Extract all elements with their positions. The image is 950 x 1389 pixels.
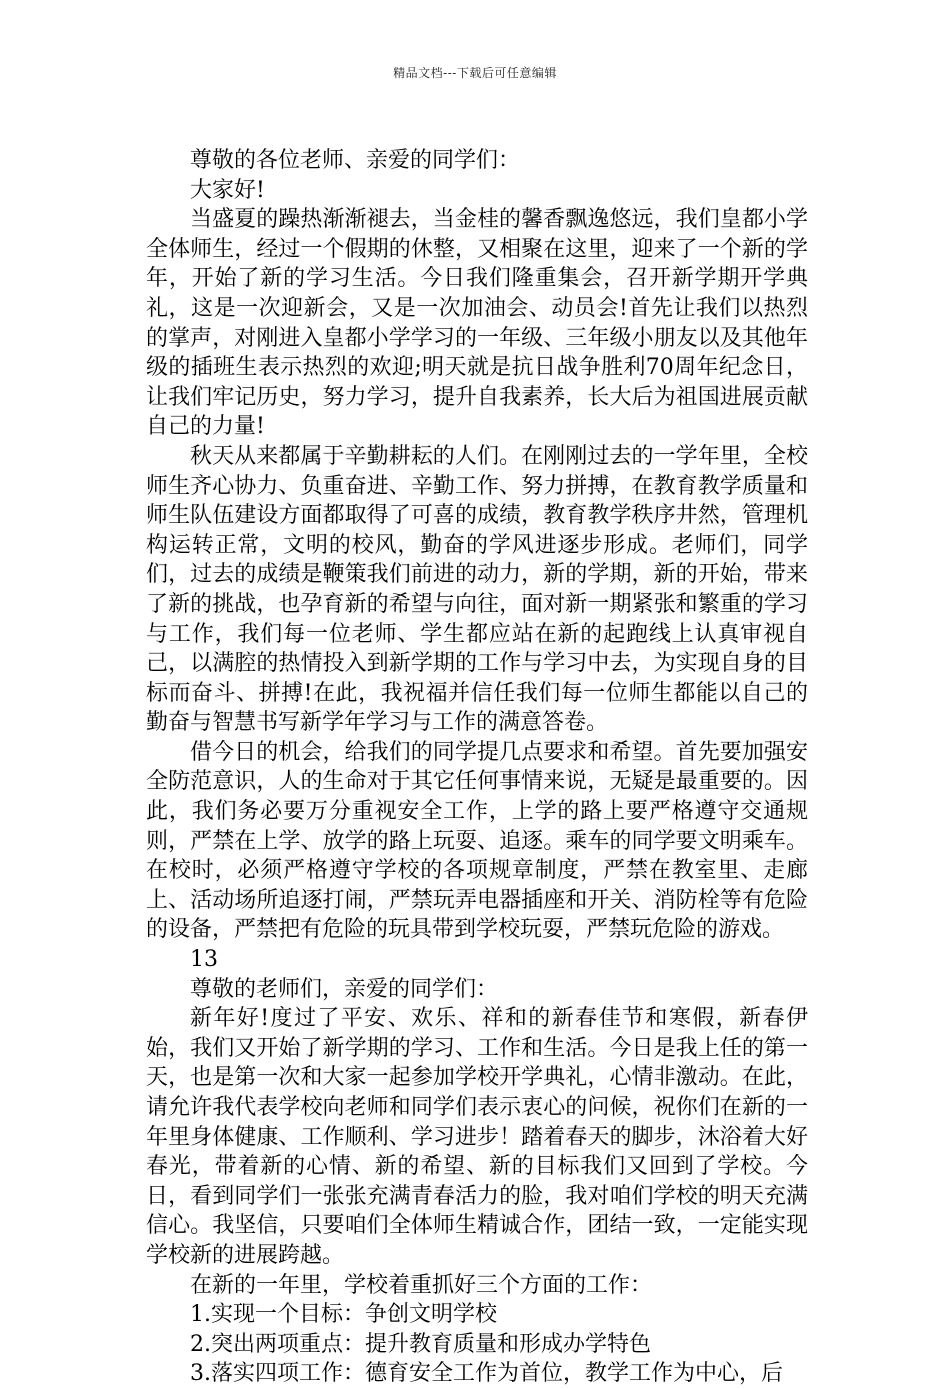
page-header: 精品文档---下载后可任意编辑: [393, 66, 557, 80]
salutation-2: 尊敬的老师们，亲爱的同学们：: [190, 976, 499, 1002]
salutation-1: 尊敬的各位老师、亲爱的同学们：: [190, 148, 521, 173]
paragraph-autumn: 秋天从来都属于辛勤耕耘的人们。在刚刚过去的一学年里，全校师生齐心协力、负重奋进、辛勤工作、努力拼搏，在教育教学质量和师生队伍建设方面都取得了可喜的成绩，教育教学秩序井然，管理机构运转正常，文明的校风，勤奋的学风进逐步形成。老师们，同学们，过去的成绩是鞭策我们前进的动力，新的学期，新的开始，带来了新的挑战，也孕育新的希望与向往，面对新一期紧张和繁重的学习与工作，我们每一位老师、学生都应站在新的起跑线上认真审视自己，以满腔的热情投入到新学期的工作与学习中去，为实现自身的目标而奋斗、拼搏!在此，我祝福并信任我们每一位师生都能以自己的勤奋与智慧书写新学年学习与工作的满意答卷。: [146, 443, 808, 736]
document-body: [146, 146, 808, 1389]
paragraph-opening: 当盛夏的躁热渐渐褪去，当金桂的馨香飘逸悠远，我们皇都小学全体师生，经过一个假期的休整，又相聚在这里，迎来了一个新的学年，开始了新的学习生活。今日我们隆重集会，召开新学期开学典礼，这是一次迎新会，又是一次加油会、动员会!首先让我们以热烈的掌声，对刚进入皇都小学学习的一年级、三年级小朋友以及其他年级的插班生表示热烈的欢迎;明天就是抗日战争胜利70周年纪念日，让我们牢记历史，努力学习，提升自我素养，长大后为祖国进展贡献自己的力量!: [146, 207, 808, 440]
paragraph-safety: 借今日的机会，给我们的同学提几点要求和希望。首先要加强安全防范意识，人的生命对于其它任何事情来说，无疑是最重要的。因此，我们务必要万分重视安全工作，上学的路上要严格遵守交通规则，严禁在上学、放学的路上玩耍、追逐。乘车的同学要文明乘车。在校时，必须严格遵守学校的各项规章制度，严禁在教室里、走廊上、活动场所追逐打闹，严禁玩弄电器插座和开关、消防栓等有危险的设备，严禁把有危险的玩具带到学校玩耍，严禁玩危险的游戏。: [146, 739, 808, 943]
list-item-2: 2.突出两项重点：提升教育质量和形成办学特色: [190, 1331, 651, 1357]
greeting-1: 大家好!: [190, 177, 265, 203]
list-item-1: 1.实现一个目标：争创文明学校: [190, 1302, 497, 1328]
list-item-3: 3.落实四项工作：德育安全工作为首位，教学工作为中心，后: [190, 1361, 783, 1387]
section-number: 13: [190, 947, 218, 973]
paragraph-three-aspects: 在新的一年里，学校着重抓好三个方面的工作：: [190, 1272, 653, 1298]
paragraph-new-year: 新年好!度过了平安、欢乐、祥和的新春佳节和寒假，新春伊始，我们又开始了新学期的学习、工作和生活。今日是我上任的第一天，也是第一次和大家一起参加学校开学典礼，心情非激动。在此，请允许我代表学校向老师和同学们表示衷心的问候，祝你们在新的一年里身体健康、工作顺利、学习进步！踏着春天的脚步，沐浴着大好春光，带着新的心情、新的希望、新的目标我们又回到了学校。今日，看到同学们一张张充满青春活力的脸，我对咱们学校的明天充满信心。我坚信，只要咱们全体师生精诚合作，团结一致，一定能实现学校新的进展跨越。: [146, 1006, 808, 1268]
